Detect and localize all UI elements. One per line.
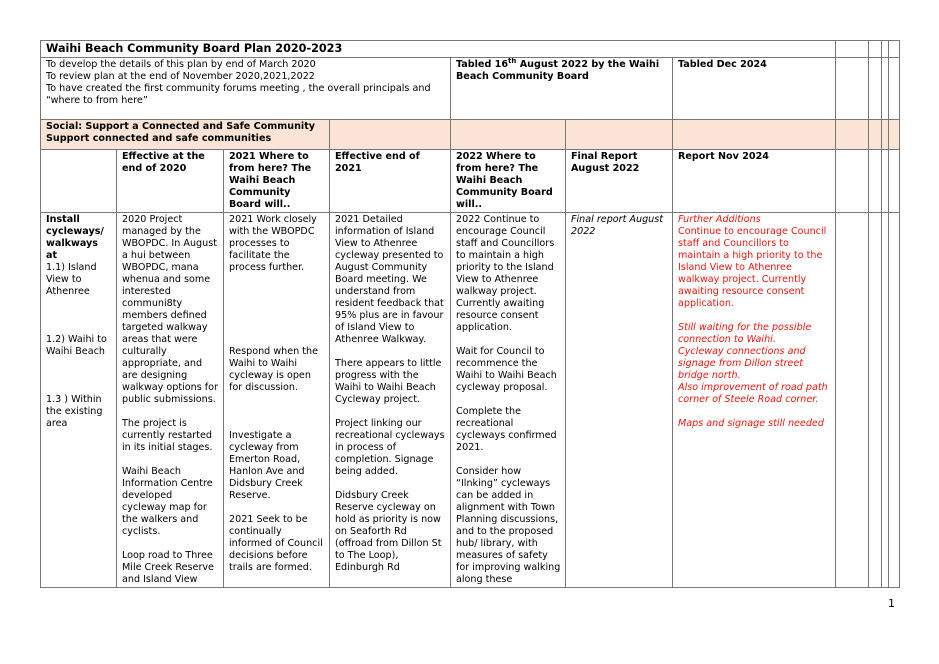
effective-2020-cell [117, 213, 224, 588]
paragraph: 2022 Continue to encourage Council staff and Councillors to maintain a high priority to the Island View to Athenree walkway project. Currently awaiting resource consent application. [456, 214, 555, 333]
blank-cell [889, 150, 900, 213]
paragraph: Further Additions [678, 214, 761, 225]
blank-cell [889, 41, 900, 58]
paragraph: Wait for Council to recommence the Waihi to Waihi Beach cycleway proposal. [456, 346, 557, 393]
blank-cell [673, 120, 836, 150]
paragraph: Loop road to Three Mile Creek Reserve and Island View [122, 550, 214, 585]
social-line: Support connected and safe communities [46, 133, 272, 144]
topic-item: 1.1) Island View to Athenree [46, 262, 97, 297]
effective-2021-cell [330, 213, 451, 588]
spacer [46, 298, 112, 334]
header-effective-2020: Effective at the end of 2020 [117, 150, 224, 213]
topic-item: 1.2) Waihi to Waihi Beach [46, 334, 107, 357]
paragraph: Complete the recreational cycleways confirmed 2021. [456, 406, 557, 453]
paragraph: The project is currently restarted in its initial stages. [122, 418, 213, 453]
header-effective-2021: Effective end of 2021 [330, 150, 451, 213]
report-nov-cell [673, 213, 836, 588]
blank-cell [836, 41, 869, 58]
blank-cell [451, 120, 566, 150]
blank-cell [882, 120, 889, 150]
blank-cell [869, 120, 882, 150]
header-report-nov: Report Nov 2024 [673, 150, 836, 213]
paragraph: Continue to encourage Council staff and Councillors to maintain a high priority to the Island View to Athenree walkway project. Currently awaiting resource consent application. [678, 226, 827, 309]
blank-cell [882, 41, 889, 58]
blank-cell [869, 41, 882, 58]
paragraph: Investigate a cycleway from Emerton Road, Hanlon Ave and Didsbury Creek Reserve. [229, 430, 305, 501]
blank-cell [836, 58, 869, 120]
paragraph: 2020 Project managed by the WBOPDC. In August a hui between WBOPDC, mana whenua and some interested communi8ty members defined targeted walkway areas that were culturally appropriate, and are designing walkway options for public submissions. [122, 214, 218, 405]
paragraph: Consider how “Ilnking” cycleways can be added in alignment with Town Planning discussions, and to the proposed hub/ library, with measures of safety for improving walking along these [456, 466, 561, 585]
tabled-2022-cell [451, 58, 673, 120]
header-empty [41, 150, 117, 213]
header-where-2021: 2021 Where to from here? The Waihi Beach Community Board will.. [224, 150, 330, 213]
paragraph: 2021 Work closely with the WBOPDC processes to facilitate the process further. [229, 214, 317, 273]
paragraph: Respond when the Waihi to Waihi cycleway is open for discussion. [229, 346, 319, 393]
tabled-2022-suffix: August 2022 by the Waihi Beach Community Board [456, 59, 660, 82]
blank-cell [869, 58, 882, 120]
intro-line: To develop the details of this plan by end of March 2020 [46, 59, 316, 70]
blank-cell [882, 150, 889, 213]
paragraph: Also improvement of road path corner of Steele Road corner. [678, 382, 828, 405]
topic-item: 1.3 ) Within the existing area [46, 394, 103, 429]
paragraph: 2021 Seek to be continually informed of Council decisions before trails are formed. [229, 514, 323, 573]
blank-cell [330, 120, 451, 150]
page-number: 1 [888, 597, 895, 610]
paragraph: Maps and signage still needed [678, 418, 824, 429]
spacer [46, 358, 112, 394]
where-2021-cell [224, 213, 330, 588]
social-line: Social: Support a Connected and Safe Community [46, 121, 316, 132]
paragraph: Didsbury Creek Reserve cycleway on hold as priority is now on Seaforth Rd (offroad from Dillon St to The Loop), Edinburgh Rd [335, 490, 442, 573]
where-2022-cell [451, 213, 566, 588]
paragraph: Project linking our recreational cycleways in process of completion. Signage being added. [335, 418, 445, 477]
tabled-2022-sup: th [508, 57, 517, 65]
plan-table [40, 40, 900, 588]
spacer [229, 274, 325, 346]
topic-heading: Install cycleways/ walkways at [46, 214, 104, 261]
blank-cell [869, 213, 882, 588]
intro-cell [41, 58, 451, 120]
paragraph: Cycleway connections and signage from Dillon street bridge north. [678, 346, 806, 381]
blank-cell [882, 213, 889, 588]
paragraph: Waihi Beach Information Centre developed cycleway map for the walkers and cyclists. [122, 466, 213, 537]
intro-line: To have created the first community forums meeting , the overall principals and “where to from here” [46, 83, 431, 106]
blank-cell [566, 120, 673, 150]
tabled-dec-cell: Tabled Dec 2024 [673, 58, 836, 120]
paragraph: There appears to little progress with the Waihi to Waihi Beach Cycleway project. [335, 358, 442, 405]
plan-title: Waihi Beach Community Board Plan 2020-2023 [41, 41, 836, 58]
intro-line: To review plan at the end of November 2020,2021,2022 [46, 71, 315, 82]
tabled-2022-prefix: Tabled 16 [456, 59, 509, 70]
blank-cell [889, 120, 900, 150]
blank-cell [836, 213, 869, 588]
final-report-cell: Final report August 2022 [566, 213, 673, 588]
paragraph: 2021 Detailed information of Island View to Athenree cycleway presented to August Community Board meeting. We understand from resident feedback that 95% plus are in favour of Island View to Athenree Walkway. [335, 214, 444, 345]
header-where-2022: 2022 Where to from here? The Waihi Beach Community Board will.. [451, 150, 566, 213]
blank-cell [889, 213, 900, 588]
blank-cell [869, 150, 882, 213]
social-heading [41, 120, 330, 150]
header-final-report: Final Report August 2022 [566, 150, 673, 213]
blank-cell [836, 120, 869, 150]
blank-cell [889, 58, 900, 120]
blank-cell [836, 150, 869, 213]
blank-cell [882, 58, 889, 120]
spacer [229, 394, 325, 430]
topic-cell [41, 213, 117, 588]
paragraph: Still waiting for the possible connection to Waihi. [678, 322, 812, 345]
